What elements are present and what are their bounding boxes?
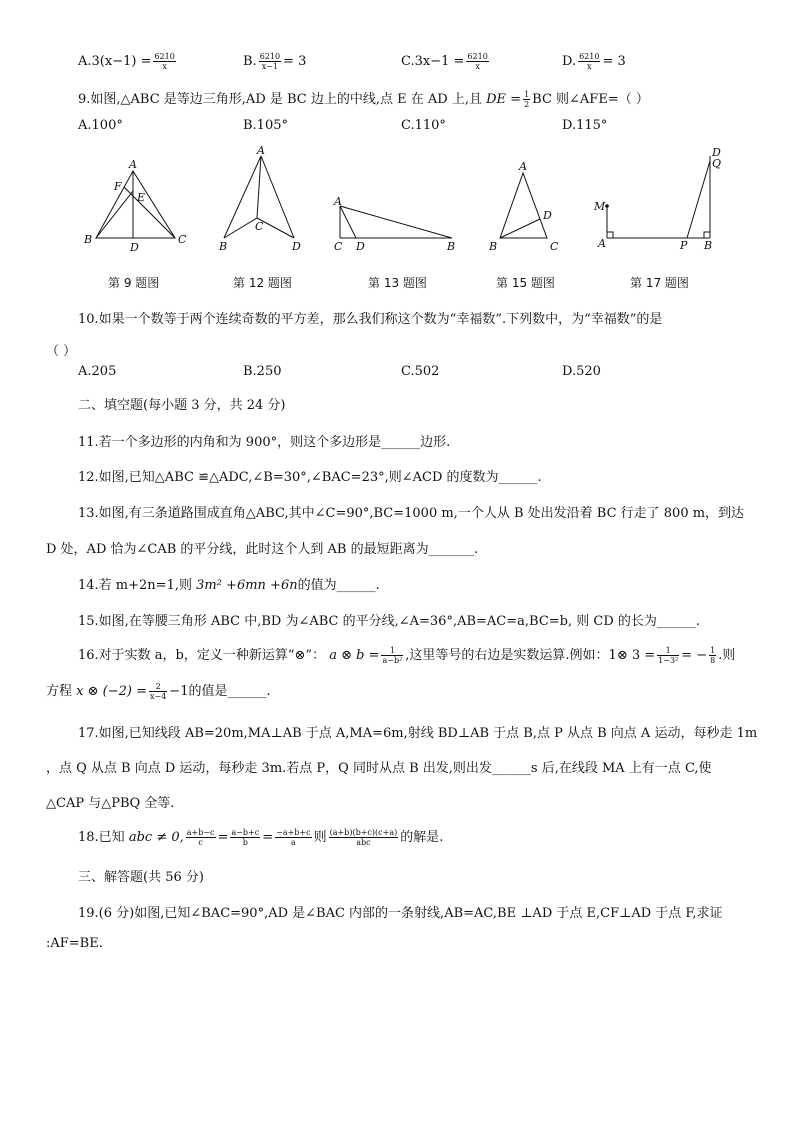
q8-option-d: D. $\frac{6210}{x}$ = 3 [562, 52, 626, 71]
fig9-label-f: F [114, 180, 122, 193]
q9-option-d: D.115° [562, 118, 608, 133]
fig17-label-m: M [594, 200, 606, 213]
q8-option-c: C.3x−1 = $\frac{6210}{x}$ [401, 52, 488, 71]
fig17-label-a: A [598, 237, 606, 250]
fig13-label-a: A [334, 195, 342, 208]
section-2-heading: 二、填空题(每小题 3 分，共 24 分) [78, 398, 286, 413]
fig12-label-b: B [219, 240, 228, 253]
caption-fig15: 第 15 题图 [496, 276, 555, 290]
q14: 14.若 m+2n=1,则 3m² +6mn +6n的值为______. [78, 578, 380, 593]
fig12-label-c: C [255, 220, 264, 233]
q13-line2: D 处，AD 恰为∠CAB 的平分线，此时这个人到 AB 的最短距离为_______. [46, 542, 479, 557]
q17-line3: △CAP 与△PBQ 全等. [46, 796, 175, 811]
fig13-label-d: D [356, 240, 365, 253]
geometry-figures [0, 143, 793, 263]
q10-option-a: A.205 [78, 364, 117, 379]
fig13-label-b: B [447, 240, 456, 253]
fig17-label-q: Q [712, 157, 722, 170]
figure-9 [96, 171, 175, 238]
figure-17 [607, 156, 710, 238]
q19-line1: 19.(6 分)如图,已知∠BAC=90°,AD 是∠BAC 内部的一条射线,AB=AC,BE ⊥AD 于点 E,CF⊥AD 于点 F,求证 [78, 906, 723, 921]
fig9-label-c: C [178, 233, 187, 246]
q10-paren: （ ） [46, 344, 77, 359]
q16-line1: 16.对于实数 a，b，定义一种新运算“⊗”： a ⊗ b = $\frac{1}{\text{a−b²}}$ ,这里等号的右边是实数运算.例如：1⊗ 3 = $\frac{1}{\text{1−3²}}$ = − $\frac{1}{8}$ .则 [78, 646, 736, 665]
fig13-label-c: C [334, 240, 343, 253]
q12: 12.如图,已知△ABC ≌△ADC,∠B=30°,∠BAC=23°,则∠ACD 的度数为______. [78, 470, 542, 485]
q15: 15.如图,在等腰三角形 ABC 中,BD 为∠ABC 的平分线,∠A=36°,AB=AC=a,BC=b, 则 CD 的长为______. [78, 614, 701, 629]
caption-fig12: 第 12 题图 [233, 276, 292, 290]
caption-fig17: 第 17 题图 [630, 276, 689, 290]
fig9-label-e: E [137, 191, 146, 204]
q8-option-b: B. $\frac{6210}{x-1}$ = 3 [243, 52, 307, 71]
figure-13 [340, 206, 452, 238]
fig17-label-d: D [712, 146, 721, 159]
q10-option-d: D.520 [562, 364, 601, 379]
fig17-label-b: B [704, 239, 713, 252]
q13-line1: 13.如图,有三条道路围成直角△ABC,其中∠C=90°,BC=1000 m,一个人从 B 处出发沿着 BC 行走了 800 m，到达 [78, 506, 745, 521]
q10-option-b: B.250 [243, 364, 282, 379]
fig9-label-a: A [129, 158, 137, 171]
fig9-label-b: B [84, 233, 93, 246]
q11: 11.若一个多边形的内角和为 900°，则这个多边形是______边形. [78, 435, 451, 450]
fig15-label-a: A [519, 160, 527, 173]
fig15-label-b: B [489, 240, 498, 253]
q9-option-a: A.100° [78, 118, 123, 133]
q17-line1: 17.如图,已知线段 AB=20m,MA⊥AB 于点 A,MA=6m,射线 BD⊥AB 于点 B,点 P 从点 B 向点 A 运动，每秒走 1m [78, 726, 758, 741]
fig15-label-d: D [543, 209, 552, 222]
q9-stem: 9.如图,△ABC 是等边三角形,AD 是 BC 边上的中线,点 E 在 AD 上,且 DE = $\frac{1}{2}$ BC 则∠AFE=（ ） [78, 90, 649, 109]
q10-option-c: C.502 [401, 364, 440, 379]
section-3-heading: 三、解答题(共 56 分) [78, 870, 204, 885]
fig15-label-c: C [550, 240, 559, 253]
q16-line2: 方程 x ⊗ (−2) = $\frac{2}{x-4}$ −1的值是______. [46, 682, 271, 701]
q10-stem: 10.如果一个数等于两个连续奇数的平方差，那么我们称这个数为“幸福数”.下列数中，为“幸福数”的是 [78, 312, 663, 327]
fig12-label-a: A [257, 144, 265, 157]
q19-line2: :AF=BE. [46, 936, 103, 951]
fig12-label-d: D [292, 240, 301, 253]
fig17-label-p: P [680, 239, 688, 252]
q8-option-a: A.3(x−1) = $\frac{6210}{x}$ [78, 52, 175, 71]
fig17-point-m [605, 204, 609, 208]
caption-fig9: 第 9 题图 [108, 276, 160, 290]
caption-fig13: 第 13 题图 [368, 276, 427, 290]
q9-option-b: B.105° [243, 118, 288, 133]
q17-line2: ，点 Q 从点 B 向点 D 运动，每秒走 3m.若点 P，Q 同时从点 B 出发,则出发______s 后,在线段 MA 上有一点 C,使 [46, 761, 712, 776]
q9-option-c: C.110° [401, 118, 446, 133]
fig9-label-d: D [130, 241, 139, 254]
q18: 18.已知 abc ≠ 0, $\frac{a+b-c}{c}$ = $\frac{a-b+c}{b}$ = $\frac{-a+b+c}{a}$ 则 $\frac{(a+b)(b+c)(c+a)}{\text{abc}}$ 的解是. [78, 828, 444, 847]
figure-15 [500, 173, 547, 238]
